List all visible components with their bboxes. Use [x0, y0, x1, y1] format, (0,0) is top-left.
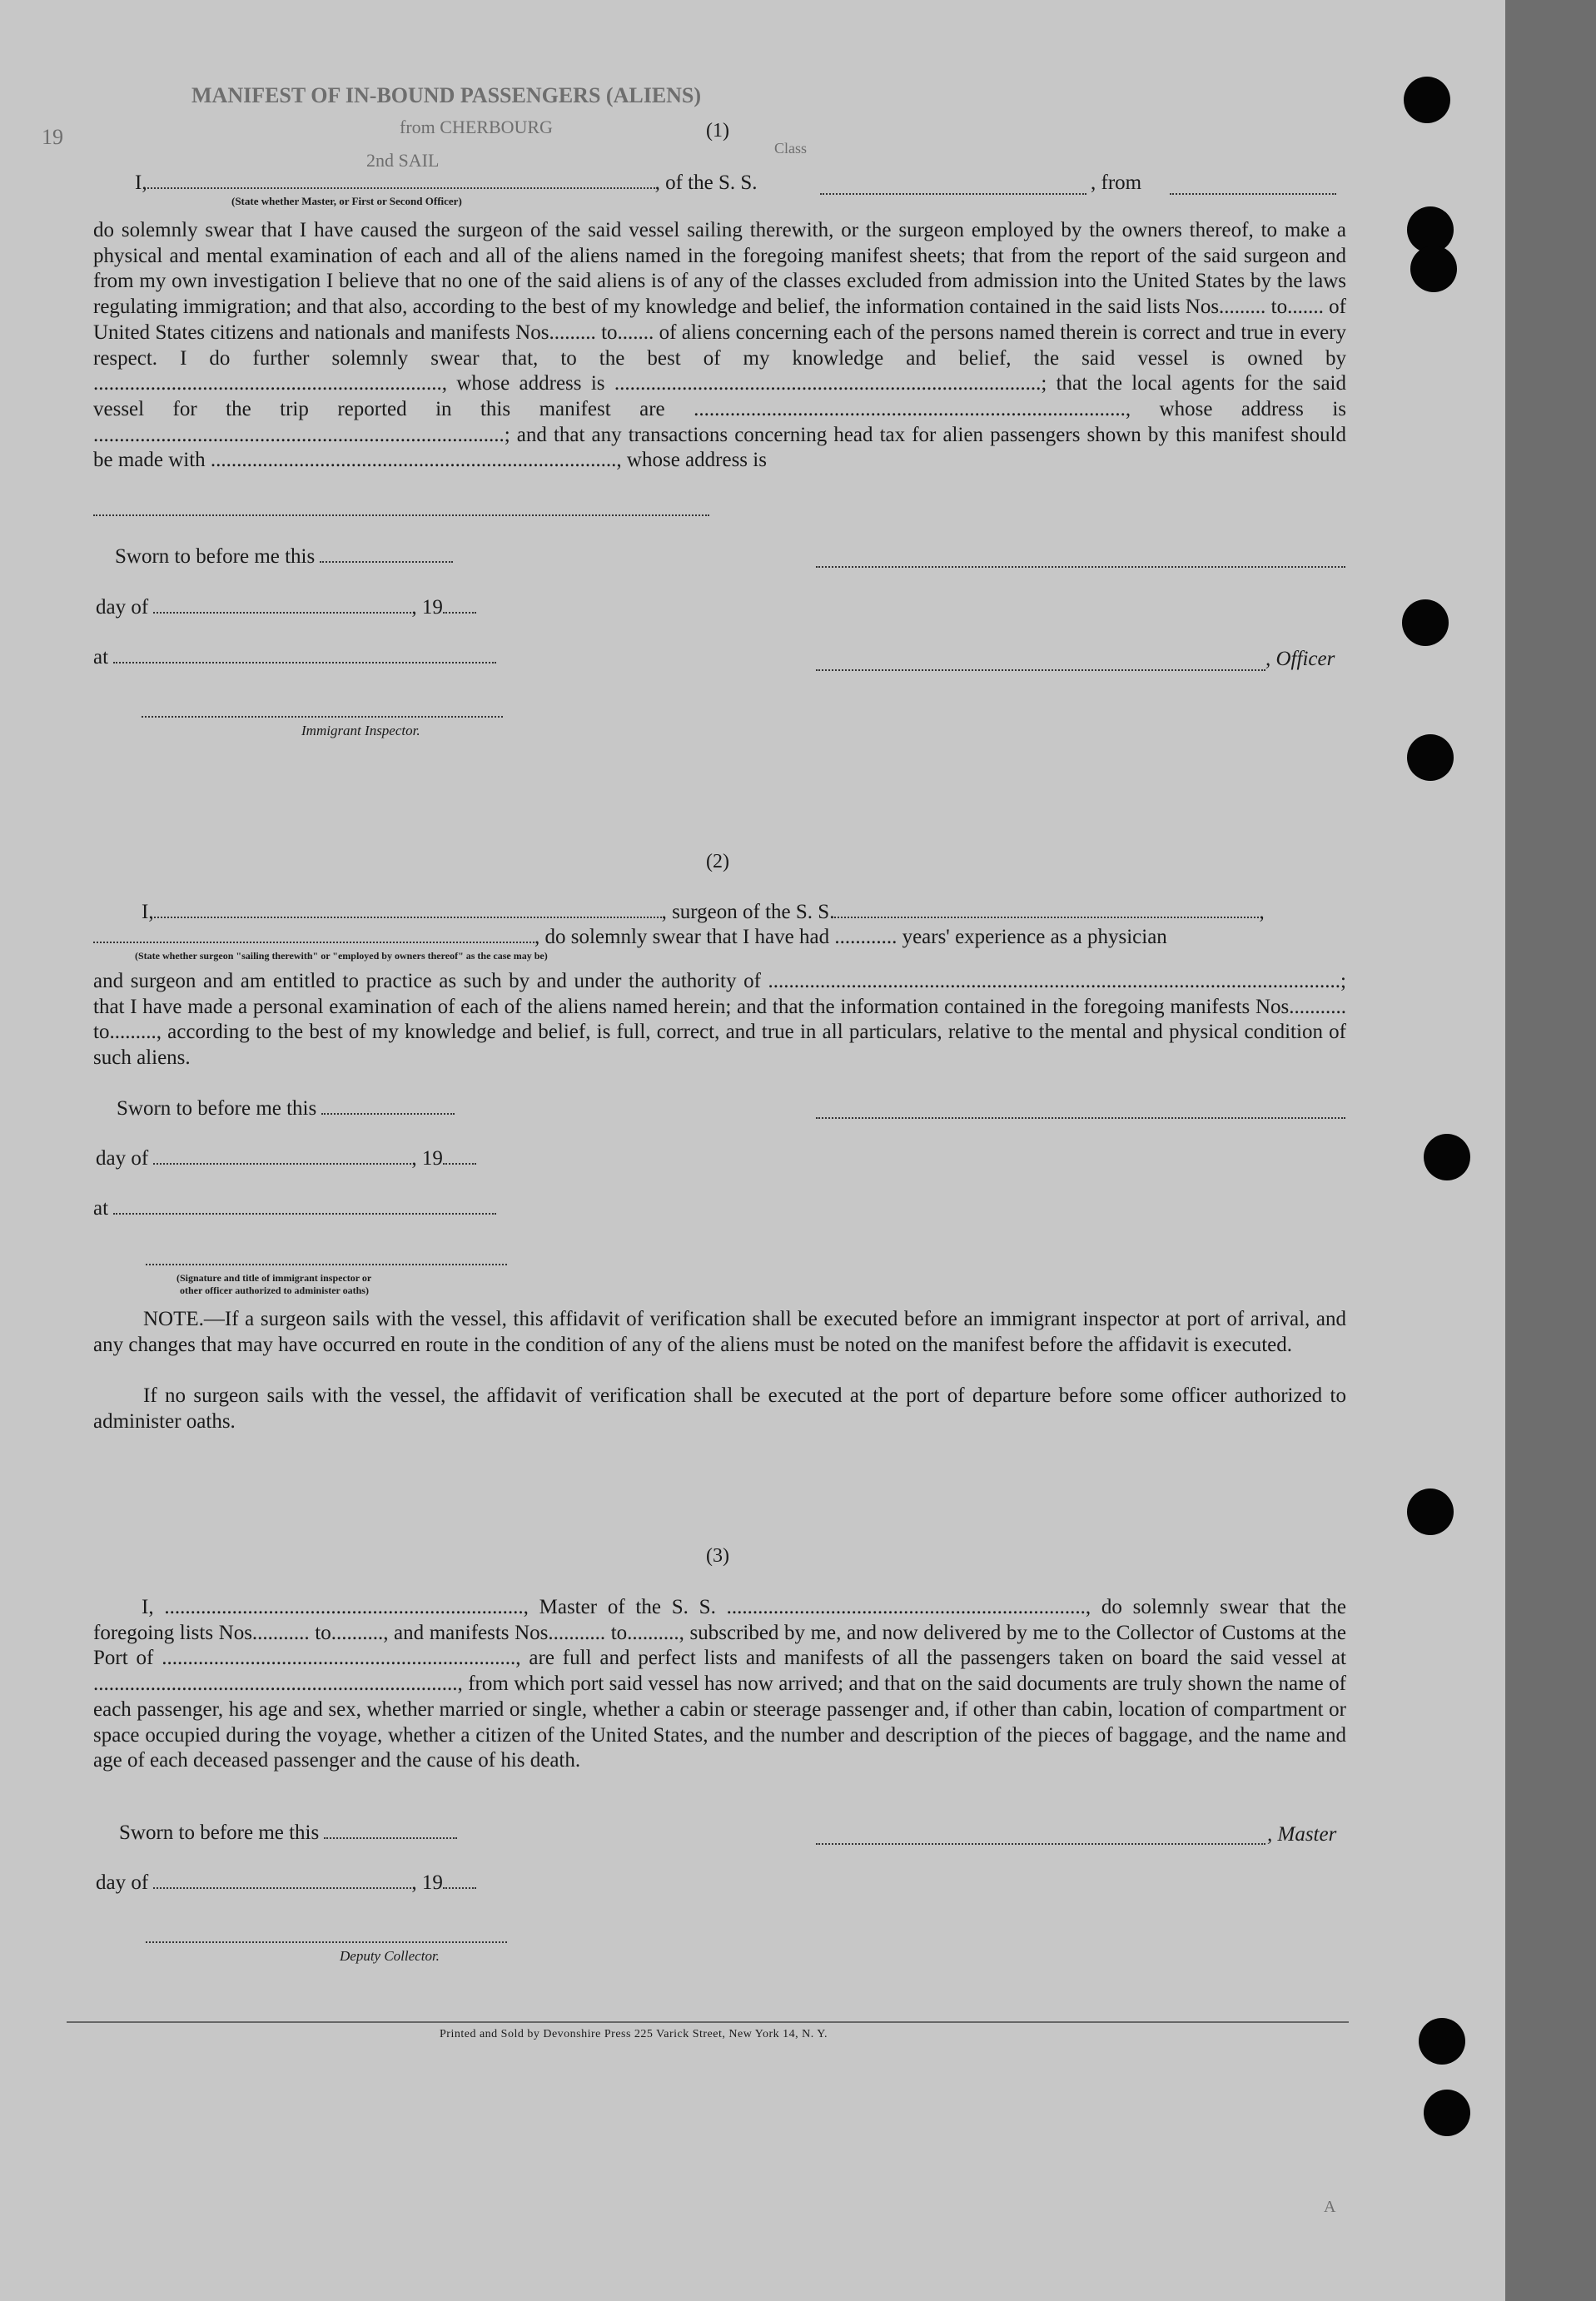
s1-line1 — [135, 171, 758, 195]
s1-sworn-label: Sworn to before me this — [115, 545, 316, 568]
s1-name-field[interactable] — [147, 187, 655, 189]
s3-master-line[interactable] — [816, 1843, 1265, 1845]
s1-sworn — [115, 545, 453, 569]
s1-from-field[interactable] — [1170, 193, 1336, 195]
s2-sworn-label: Sworn to before me this — [117, 1097, 317, 1120]
s1-caption: (State whether Master, or First or Second Officer) — [231, 195, 462, 207]
s1-day-of-label: day of — [96, 596, 149, 619]
punch-hole — [1410, 246, 1457, 292]
section-3-heading: (3) — [706, 1545, 729, 1567]
s2-caption: (State whether surgeon "sailing therewith" or "employed by owners thereof" as the case may be) — [135, 950, 548, 962]
s2-day-of — [96, 1147, 476, 1170]
faint-manifest-title: MANIFEST OF IN-BOUND PASSENGERS (ALIENS) — [191, 83, 702, 107]
s2-sworn-field[interactable] — [321, 1113, 455, 1115]
section-1-heading: (1) — [706, 120, 729, 142]
s2-year-label: , 19 — [411, 1147, 443, 1170]
s1-body: do solemnly swear that I have caused the surgeon of the said vessel sailing therewith, or the surgeon employed by the owners thereof, to make a physical and mental examination of each and all of the aliens named in the foregoing manifest sheets; that from the report of the said surgeon and from my own investigation I believe that no one of the said aliens is of any of the classes excluded from admission into the United States by the laws regulating immigration; and that also, according to the best of my knowledge and belief, the information contained in the said lists Nos......... to....... of United States citizens and nationals and manifests Nos......... to....... of aliens concerning each of the persons named therein is correct and true in every respect. I do further solemnly swear that, to the best of my knowledge and belief, the said vessel is owned by ..................................................................., whose address is ..................................................................................; that the local agents for the said vessel for the trip reported in this manifest are ..................................................................................., whose address is ...............................................................................; and that any transactions concerning head tax for alien passengers shown by this manifest should be made with .............................................................................., whose address is — [93, 219, 1346, 472]
s3-year-field[interactable] — [443, 1887, 476, 1889]
s1-label-ss: , of the S. S. — [654, 171, 758, 194]
faint-unclear: 19 — [42, 125, 63, 149]
s3-sworn-label: Sworn to before me this — [119, 1821, 320, 1844]
s2-note-2: If no surgeon sails with the vessel, the affidavit of verification shall be executed at the port of departure before some officer authorized to administer oaths. — [93, 1384, 1346, 1433]
s1-inspector-label: Immigrant Inspector. — [301, 723, 420, 738]
s1-at-field[interactable] — [113, 662, 496, 663]
s2-at — [93, 1197, 496, 1220]
s1-at — [93, 646, 496, 669]
s2-signature-line[interactable] — [816, 1117, 1345, 1119]
faint-class-label: Class — [774, 140, 808, 157]
faint-sailing: 2nd SAIL — [366, 150, 440, 171]
s3-day-field[interactable] — [153, 1887, 411, 1889]
s3-year-label: , 19 — [411, 1871, 443, 1894]
s3-sworn-field[interactable] — [324, 1837, 457, 1839]
s2-sig-caption-1: (Signature and title of immigrant inspector or — [177, 1272, 372, 1284]
punch-hole — [1407, 1488, 1454, 1535]
section-2-heading: (2) — [706, 851, 729, 872]
punch-hole — [1424, 1134, 1470, 1180]
s1-inspector-line[interactable] — [142, 716, 503, 718]
s1-day-field[interactable] — [153, 612, 411, 614]
s3-body: I, ....................................................................., Master of the S. S. ....................................................................., do solemnly swear that the foregoing lists Nos........... to.........., and manifests Nos........... to.........., subscribed by me, and now delivered by me to the Collector of Customs at the Port of ...................................................................., are full and perfect lists and manifests of all the passengers taken on board the said vessel at ......................................................................, from which port said vessel has now arrived; and that on the said documents are truly shown the name of each passenger, his age and sex, whether married or single, whether a cabin or steerage passenger and, if other than cabin, location of compartment or space occupied during the voyage, whether a citizen of the United States, and the number and description of the pieces of baggage, and the name and age of each deceased passenger and the cause of his death. — [93, 1596, 1346, 1772]
s3-day-of — [96, 1871, 476, 1895]
s2-note-1: NOTE.—If a surgeon sails with the vessel, this affidavit of verification shall be executed before an immigrant inspector at port of arrival, and any changes that may have occurred en route in the condition of any of the aliens must be noted on the manifest before the affidavit is executed. — [93, 1308, 1346, 1356]
s1-signature-line[interactable] — [816, 566, 1345, 568]
punch-hole — [1424, 2090, 1470, 2136]
s3-master-label: , Master — [1267, 1823, 1337, 1846]
page-edge — [1505, 0, 1596, 2301]
s3-sworn — [119, 1821, 457, 1845]
punch-hole — [1407, 734, 1454, 781]
s3-day-of-label: day of — [96, 1871, 149, 1894]
punch-hole — [1404, 77, 1450, 123]
s1-year-field[interactable] — [443, 612, 476, 614]
s1-sworn-field[interactable] — [320, 561, 453, 563]
s2-inspector-line[interactable] — [146, 1264, 507, 1265]
s2-label-ss: , surgeon of the S. S. — [661, 901, 835, 923]
punch-hole — [1402, 599, 1449, 646]
footer-rule — [67, 2021, 1349, 2023]
s1-label-i: I, — [135, 171, 147, 194]
s1-at-label: at — [93, 646, 109, 668]
faint-from-text: from CHERBOURG — [400, 117, 553, 137]
s2-surgeon-type-field[interactable] — [93, 942, 534, 943]
stamp-text: A — [1324, 2198, 1336, 2216]
s2-name-field[interactable] — [154, 917, 662, 918]
s2-sworn — [117, 1097, 455, 1121]
s1-ship-field[interactable] — [820, 193, 1086, 195]
printer-note: Printed and Sold by Devonshire Press 225 Varick Street, New York 14, N. Y. — [440, 2028, 828, 2040]
s1-from-label: , from — [1091, 171, 1142, 194]
s2-line1: I, , surgeon of the S. S. , — [142, 901, 1265, 923]
s2-sig-caption-2: other officer authorized to administer oaths) — [180, 1285, 369, 1296]
s2-at-label: at — [93, 1197, 109, 1220]
s2-label-i: I, — [142, 901, 154, 923]
s2-year-field[interactable] — [443, 1163, 476, 1165]
s3-collector-label: Deputy Collector. — [340, 1948, 440, 1964]
s1-day-of — [96, 596, 476, 619]
s2-day-field[interactable] — [153, 1163, 411, 1165]
s1-officer-label: , Officer — [1265, 648, 1335, 670]
s3-collector-line[interactable] — [146, 1941, 507, 1943]
s2-at-field[interactable] — [113, 1213, 496, 1215]
s2-ship-field[interactable] — [834, 917, 1259, 918]
s2-day-of-label: day of — [96, 1147, 149, 1170]
punch-hole — [1419, 2018, 1465, 2065]
s2-line2 — [93, 926, 1167, 949]
s1-officer-line[interactable] — [816, 669, 1265, 671]
s1-address-trailing-line[interactable] — [93, 514, 709, 516]
s2-line2-text: , do solemnly swear that I have had ............ years' experience as a physician — [534, 926, 1167, 948]
s1-year-label: , 19 — [411, 596, 443, 619]
s2-body: and surgeon and am entitled to practice as such by and under the authority of ..............................................................................................................; that I have made a personal examination of each of the aliens named herein; and that the information contained in the foregoing manifests Nos........... to........., according to the best of my knowledge and belief, is full, correct, and true in all particulars, relative to the mental and physical condition of such aliens. — [93, 970, 1346, 1070]
